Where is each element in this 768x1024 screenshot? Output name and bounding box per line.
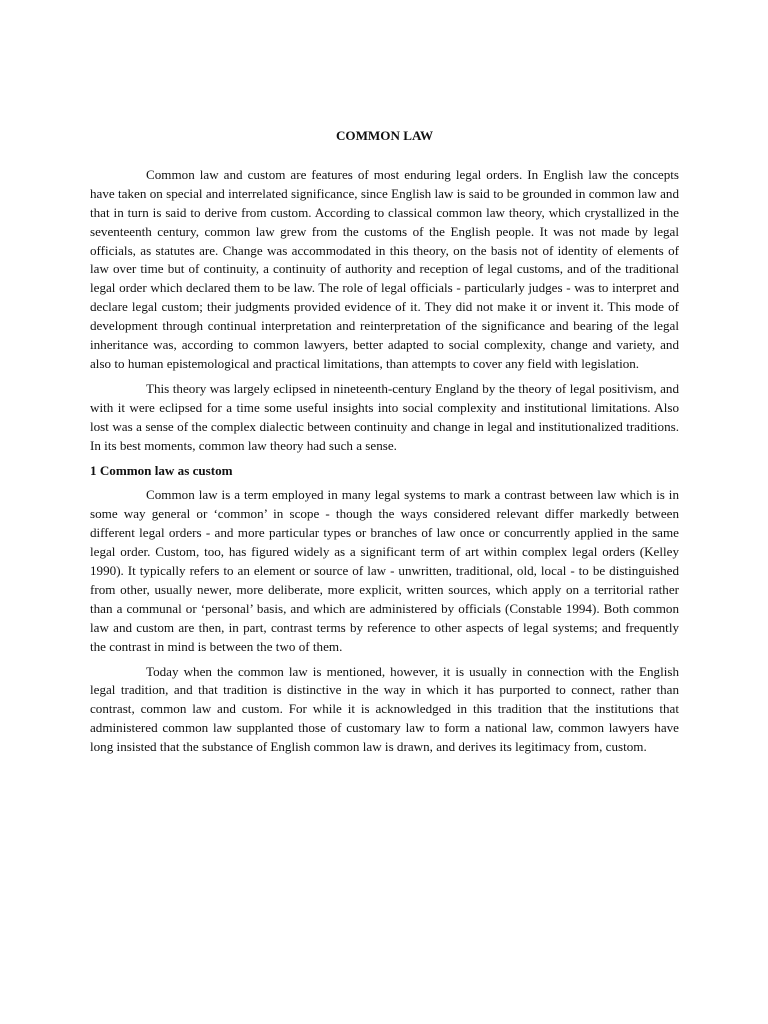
document-page (90, 127, 679, 763)
document-title: COMMON LAW (335, 128, 434, 143)
paragraph-section-1: Common law is a term employed in many legal systems to mark a contrast between law which is in some way general or ‘common’ in scope - though the ways considered relevant differ markedly between different legal orders - and more particular types or branches of law once or concurrently applied in the same legal order. Custom, too, has figured widely as a significant term of art within complex legal orders (Kelley 1990). It typically refers to an element or source of law - unwritten, traditional, old, local - to be distinguished from other, usually newer, more deliberate, more explicit, written sources, which apply on a territorial rather than a communal or ‘personal’ basis, and which are administered by officials (Constable 1994). Both common law and custom are then, in part, contrast terms by reference to other aspects of legal systems; and frequently the contrast in mind is between the two of them. (90, 487, 679, 654)
paragraph-intro-2: This theory was largely eclipsed in nineteenth-century England by the theory of legal positivism, and with it were eclipsed for a time some useful insights into social complexity and institutional limitations. Also lost was a sense of the complex dialectic between continuity and change in legal and institutionalized traditions. In its best moments, common law theory had such a sense. (90, 380, 679, 453)
paragraph-section-2: Today when the common law is mentioned, however, it is usually in connection with the English legal tradition, and that tradition is distinctive in the way in which it has purported to connect, rather than contrast, common law and custom. For while it is acknowledged in this tradition that the institutions that administered common law supplanted those of customary law to form a national law, common lawyers have long insisted that the substance of English common law is drawn, and derives its legitimacy from, custom. (90, 663, 679, 755)
paragraph-intro-1: Common law and custom are features of most enduring legal orders. In English law the concepts have taken on special and interrelated significance, since English law is said to be grounded in common law and that in turn is said to derive from custom. According to classical common law theory, which crystallized in the seventeenth century, common law grew from the customs of the English people. It was not made by legal officials, as statutes are. Change was accommodated in this theory, on the basis not of identity of elements of law over time but of continuity, a continuity of authority and reception of legal customs, and of the traditional legal order which declared them to be law. The role of legal officials - particularly judges - was to interpret and declare legal custom; their judgments provided evidence of it. They did not make it or invent it. This mode of development through continual interpretation and reinterpretation of the significance and bearing of the legal inheritance was, according to common lawyers, better adapted to social complexity, change and variety, and also to human epistemological and practical limitations, than attempts to cover any field with legislation. (90, 166, 679, 371)
section-heading: 1 Common law as custom (90, 462, 233, 478)
